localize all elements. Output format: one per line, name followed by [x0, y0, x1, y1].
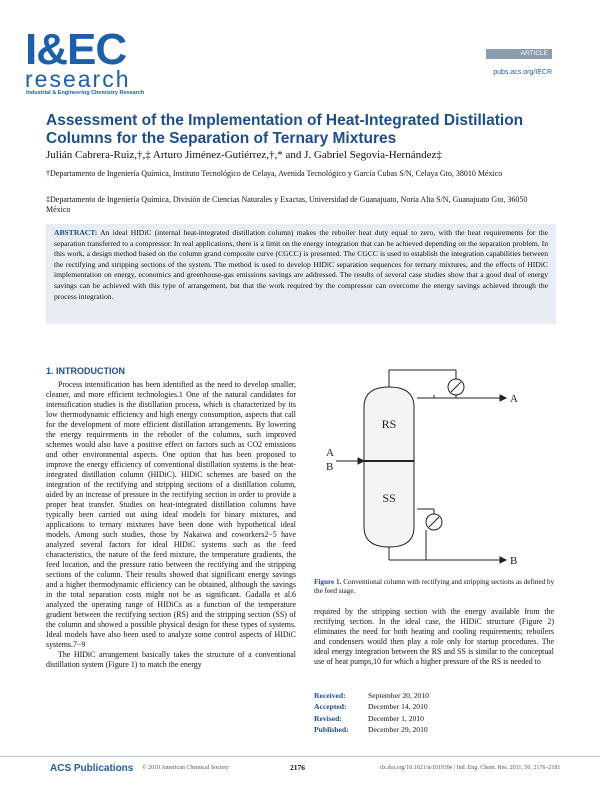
author-list: Julián Cabrera-Ruiz,†,‡ Arturo Jiménez-Gutiérrez,†,* and J. Gabriel Segovia-Hernández‡: [46, 149, 442, 161]
paragraph: The HIDiC arrangement basically takes the structure of a conventional distillation system (Figure 1) to match the energy: [46, 650, 296, 669]
affiliation-1: †Departamento de Ingeniería Química, Instituto Tecnológico de Celaya, Avenida Tecnológico y García Cubas S/N, Celaya Gto, 38010 México: [46, 169, 503, 178]
doi-citation[interactable]: dx.doi.org/10.1021/ie101939e | Ind. Eng. Chem. Res. 2011, 50, 2176–2181: [380, 765, 561, 771]
figure-label-ss: SS: [382, 491, 396, 505]
publication-dates: [314, 690, 554, 736]
journal-logo-research: research: [25, 66, 131, 92]
abstract-text: An ideal HIDiC (internal heat-integrated distillation column) makes the reboiler heat duty equal to zero, with the heat requirements for the separation transferred to a compressor. In real applications, there is a limit on the energy integration that can be achieved depending on the separation problem. In this work, a design method based on the column grand composite curve (CGCC) is presented. The CGCC is used to establish the integration capabilities between the rectifying and stripping sections of the system. The method is used to develop HIDiC separation sequences for ternary mixtures, and the effects of HIDiC implementation on energy, economics and greenhouse-gas emissions savings are addressed. The results of several case studies show that a good deal of energy savings can be achieved with this type of arrangement, but that the work required by the compressor can overcome the energy savings achieved through the process integration.: [54, 228, 548, 301]
figure-caption-text: Conventional column with rectifying and stripping sections as defined by the feed stage.: [314, 578, 555, 595]
affiliation-2: ‡Departamento de Ingeniería Química, División de Ciencias Naturales y Exactas, Universidad de Guanajuato, Noria Alta S/N, Guanajuato Gto, 36050 México: [46, 195, 528, 214]
paper-title: Assessment of the Implementation of Heat-Integrated Distillation Columns for the Separation of Ternary Mixtures: [46, 112, 524, 147]
section-heading: 1. INTRODUCTION: [46, 366, 126, 376]
footer-divider: [0, 756, 600, 757]
date-row: Revised: December 1, 2010: [314, 713, 424, 723]
figure-label-a-top: A: [510, 393, 518, 405]
journal-url-link[interactable]: pubs.acs.org/IECR: [493, 69, 552, 76]
figure-label-b-feed: B: [326, 461, 334, 473]
abstract-box: [46, 224, 556, 324]
figure-label-rs: RS: [381, 417, 397, 431]
page-number: 2176: [290, 763, 305, 772]
body-column-left: [46, 380, 296, 670]
column-vessel: [364, 387, 414, 547]
abstract-label: ABSTRACT:: [54, 228, 98, 237]
figure-caption: [314, 578, 559, 596]
figure-1-diagram: [314, 362, 554, 572]
figure-caption-label: Figure 1.: [314, 578, 342, 586]
paragraph: Process intensification has been identified as the need to develop smaller, cleaner, and more efficient technologies.1 One of the natural candidates for intensification studies is the distillation process, which is characterized by its low thermodynamic efficiency and high energy consumption, aspects that call for the development of more efficient distillation arrangements. By lowering the energy requirements in the reboiler of the columns, such improved schemes would also have a positive effect on factors such as CO2 emissions and other environmental aspects. One option that has been proposed to improve the energy efficiency of conventional distillation systems is the heat-integrated distillation column (HIDiC). HIDiC schemes are based on the integration of the rectifying and stripping sections of a distillation column, aided by an increase of pressure in the rectifying section in order to provide a proper heat transfer. Studies on heat-integrated distillation columns have typically been carried out using ideal models for binary mixtures, and applications to ternary mixtures have been done with hypothetical ideal models. Among such studies, those by Nakaiwa and coworkers2−5 have analyzed several factors for ideal HIDiC systems such as the feed characteristics, the nature of the feed mixture, the temperature gradients, the feed location, and the pressure ratio between the rectifying and the stripping sections of the column. Their results showed that significant energy savings and a higher thermodynamic efficiency can be obtained, although the savings in the total separation costs might not be as significant. Gadalla et al.6 analyzed the operating range of HIDiCs as a function of the temperature gradient between the rectifying section (RS) and the stripping section (SS) of the column and showed a possible physical design for these types of systems. Ideal models have also been used to analyze some control aspects of HIDiC systems.7−9: [46, 380, 296, 649]
date-row: Received: September 20, 2010: [314, 691, 429, 700]
figure-label-b-bottom: B: [510, 555, 518, 567]
body-column-right: required by the stripping section with the energy available from the rectifying section. In the ideal case, the HIDiC structure (Figure 2) eliminates the need for both heating and cooling requirements; reboilers and condensers would then play a role only for startup procedures. The ideal energy integration between the RS and SS is similar to the conceptual use of heat pumps,10 for which a higher pressure of the RS is needed to: [314, 607, 554, 666]
article-badge: ARTICLE: [486, 49, 552, 59]
figure-label-a-feed: A: [326, 447, 334, 459]
date-row: Published: December 29, 2010: [314, 725, 428, 735]
journal-logo-subtitle: Industrial & Engineering Chemistry Research: [26, 90, 145, 96]
journal-logo: I&EC: [25, 25, 127, 74]
date-row: Accepted: December 14, 2010: [314, 702, 428, 712]
publisher-logo[interactable]: ACS Publications: [50, 763, 134, 774]
copyright-notice: © 2010 American Chemical Society: [142, 765, 229, 771]
